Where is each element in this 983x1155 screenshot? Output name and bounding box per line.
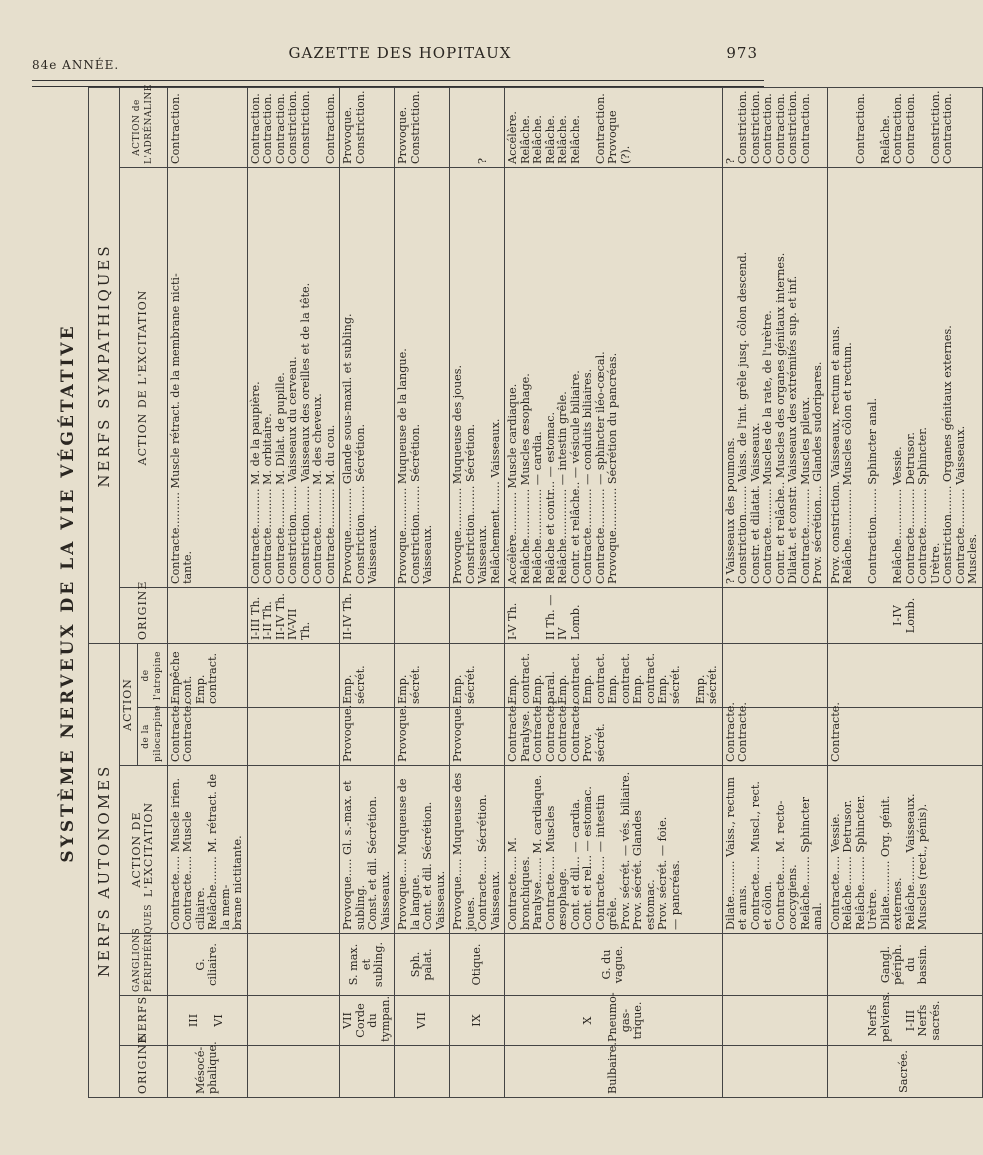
- cell-sym-excitation: Provoque............ Muqueuse des joues. Constriction........ Sécrétion. Vaisseaux. Relâchement........ Vaisseaux.: [450, 167, 505, 587]
- cell-nerfs: VII Corde du tympan.: [340, 996, 395, 1046]
- cell-sym-origine: I-V Th. II Th. — IV Lomb.: [505, 587, 723, 643]
- cell-adrenaline: Provoque. Constriction.: [340, 87, 395, 167]
- cell-sym-origine: [722, 587, 827, 643]
- cell-sym-excitation: Provoque............ Muqueuse de la langue. Constriction........ Sécrétion. Vaisseaux.: [395, 167, 450, 587]
- volume-label: 84e ANNÉE.: [32, 58, 120, 72]
- cell-adrenaline: Accélère. Relâche. Relâche. Relâche. Relâche. Relâche. Contraction. Provoque (?).: [505, 87, 723, 167]
- cell-sym-excitation: Contracte........... M. de la paupière. Contracte........... M. orbitaire. Contracte........... M. Dilat. de pupille. Constriction........ Vaisseaux du cerveau. Constriction........ Vaisseaux des oreilles et de la tête. Contracte........... M. des cheveux. Contracte........... M. du cou.: [247, 167, 340, 587]
- cell-ganglions: Gangl. périph. du bassin.: [827, 934, 982, 996]
- cell-ganglions: G. ciliaire.: [167, 934, 247, 996]
- cell-ganglions: Sph. palat.: [395, 934, 450, 996]
- cell-sym-excitation: Accélère............ Muscle cardiaque. Relâche.............. Muscles œsophage. Relâche.............. — cardia. Relâche et contr... — estomac. Relâche.............. — intestin grêle. Contr. et relâche.. — vésicule biliaire. Contracte........... — conduits biliaires. Contracte........... — sphincter iléo-cœcal. Provoque............ Sécrétion du pancréas.: [505, 167, 723, 587]
- cell-origine: Sacrée.: [827, 1046, 982, 1098]
- cell-pilocarpine: Provoque.: [395, 708, 450, 766]
- cell-sym-excitation: Provoque............ Glande sous-maxil. et subling. Constriction........ Sécrétion. Vaisseaux.: [340, 167, 395, 587]
- table-row: [247, 87, 340, 1097]
- cell-pilocarpine: Contracte. Contracte.: [167, 708, 247, 766]
- cell-pilocarpine: Provoque.: [450, 708, 505, 766]
- cell-atropine: Emp. sécrét.: [395, 643, 450, 707]
- cell-origine: [722, 1046, 827, 1098]
- cell-atropine: [722, 643, 827, 707]
- col-atropine: de l'atropine: [137, 643, 167, 707]
- table-row: [167, 87, 247, 1097]
- cell-ganglions: [247, 934, 340, 996]
- cell-adrenaline: Contraction. Relâche. Contraction. Contraction. Constriction. Contraction.: [827, 87, 982, 167]
- col-adrenaline: ACTION de L'ADRÉNALINE: [120, 87, 168, 167]
- cell-pilocarpine: Contracte.: [827, 708, 982, 766]
- cell-atropine: [247, 643, 340, 707]
- cell-adrenaline: Contraction. Contraction. Contraction. Constriction. Constriction. Contraction.: [247, 87, 340, 167]
- cell-excitation: Provoque..... Muqueuse des joues. Contracte..... Sécrétion. Vaisseaux.: [450, 766, 505, 934]
- col-pilocarpine: de la pilocarpine: [137, 708, 167, 766]
- table-row: [827, 87, 982, 1097]
- cell-origine: [395, 1046, 450, 1098]
- cell-sym-origine: II-IV Th.: [340, 587, 395, 643]
- cell-ganglions: Otique.: [450, 934, 505, 996]
- col-action: ACTION: [120, 643, 138, 765]
- cell-excitation: Contracte..... Vessie. Relâche........ Detrusor. Relâche........ Sphincter. Urètre. Dilate.......... Org. génit. externes. Relâche........ Vaisseaux. Muscles (rect., pénis).: [827, 766, 982, 934]
- cell-nerfs: IX: [450, 996, 505, 1046]
- cell-sym-origine: I-IV Lomb.: [827, 587, 982, 643]
- cell-sym-origine: [167, 587, 247, 643]
- col-origine: ORIGINE: [120, 1046, 168, 1098]
- col-excitation: ACTION DE L'EXCITATION: [120, 766, 168, 934]
- cell-nerfs: III VI: [167, 996, 247, 1046]
- cell-pilocarpine: Contracte. Contracte.: [722, 708, 827, 766]
- col-sym-origine: ORIGINE: [120, 587, 168, 643]
- cell-excitation: Provoque..... Muqueuse de la langue. Cont. et dil. Sécrétion. Vaisseaux.: [395, 766, 450, 934]
- cell-pilocarpine: Contracte. Paralyse. Contracte. Contracte. Contracte. Contracte. Prov. sécrét.: [505, 708, 723, 766]
- cell-atropine: [827, 643, 982, 707]
- page-number: 973: [726, 44, 758, 62]
- cell-ganglions: S. max. et subling.: [340, 934, 395, 996]
- cell-adrenaline: Contraction.: [167, 87, 247, 167]
- table-row: [450, 87, 505, 1097]
- cell-sym-excitation: Contracte.......... Muscle rétract. de la membrane nicti- tante.: [167, 167, 247, 587]
- cell-atropine: Emp. sécrét.: [450, 643, 505, 707]
- journal-title: GAZETTE DES HOPITAUX: [288, 44, 512, 62]
- header-rule: [32, 80, 764, 81]
- cell-atropine: Empêche cont. Emp. contract.: [167, 643, 247, 707]
- cell-origine: [340, 1046, 395, 1098]
- col-group-sympathiques: NERFS SYMPATHIQUES: [89, 87, 120, 643]
- table-row: [722, 87, 827, 1097]
- cell-sym-origine: [450, 587, 505, 643]
- cell-origine: Mésocé- phalique.: [167, 1046, 247, 1098]
- rotated-table-block: [54, 84, 979, 1098]
- cell-nerfs: [247, 996, 340, 1046]
- col-sym-excitation: ACTION DE L'EXCITATION: [120, 167, 168, 587]
- table-row: [505, 87, 723, 1097]
- cell-ganglions: G. du vague.: [505, 934, 723, 996]
- cell-atropine: Emp. contract. Emp. paral. Emp. contract. Emp. contract. Emp. contract. Emp. contract. Emp. sécrét. Emp. sécrét.: [505, 643, 723, 707]
- col-ganglions: GANGLIONS PÉRIPHÉRIQUES: [120, 934, 168, 996]
- cell-excitation: Contracte..... M. bronchiques. Paralyse....... M. cardiaque. Contracte..... Muscles œsophage. Cont. et dil... — cardia. Cont. et rel... — estomac. Contracte..... — intestin grêle. Prov. sécrét. — vés. biliaire. Prov. sécrét. Glandes estomac. Prov. sécrét. — foie. — pancréas.: [505, 766, 723, 934]
- cell-adrenaline: ?: [450, 87, 505, 167]
- cell-excitation: [247, 766, 340, 934]
- cell-sym-excitation: Prov. constriction. Vaisseaux, rectum et anus. Relâche.............. Muscles côlon et rectum. Contraction........ Sphincter anal. Relâche.............. Vessie. Contracte........... Detrusor. Contracte........... Sphincter. Urètre. Constriction........ Organes génitaux externes. Contracte........... Vaisseaux. Muscles.: [827, 167, 982, 587]
- cell-pilocarpine: [247, 708, 340, 766]
- cell-sym-origine: I-III Th. I-II Th. II-IV Th. IV-VII Th.: [247, 587, 340, 643]
- cell-origine: Bulbaire.: [505, 1046, 723, 1098]
- col-nerfs: NERFS: [120, 996, 168, 1046]
- cell-sym-excitation: ? Vaisseaux des poumons. Constriction........ Vaiss. de l'int. grêle jusq. côlon descend. Constr. et dilatat. Vaisseaux. Contracte........... Muscles de la rate, de l'urètre. Contr. et relâche.. Muscles des organes génitaux internes. Dilatat. et constr. Vaisseaux des extrémités sup. et inf. Contracte........... Muscles pileux. Prov. sécrétion.... Glandes sudoripares.: [722, 167, 827, 587]
- cell-sym-origine: [395, 587, 450, 643]
- table-row: [395, 87, 450, 1097]
- cell-origine: [450, 1046, 505, 1098]
- table-row: [340, 87, 395, 1097]
- cell-excitation: Contracte..... Muscle irien. Contracte..... Muscle ciliaire. Relâche........ M. rétract. de la mem- brane nictitante.: [167, 766, 247, 934]
- cell-origine: [247, 1046, 340, 1098]
- cell-atropine: Emp. sécrét.: [340, 643, 395, 707]
- cell-pilocarpine: Provoque.: [340, 708, 395, 766]
- cell-nerfs: VII: [395, 996, 450, 1046]
- cell-adrenaline: Provoque. Constriction.: [395, 87, 450, 167]
- nervous-system-table: [88, 84, 983, 1098]
- cell-excitation: Dilate.......... Vaiss., rectum et anus. Contracte..... Muscl., rect. et côlon. Contracte..... M. recto-coccygiens. Relâche........ Sphincter anal.: [722, 766, 827, 934]
- cell-adrenaline: ? Constriction. Constriction. Contraction. Contraction. Constriction. Contraction.: [722, 87, 827, 167]
- cell-excitation: Provoque..... Gl. s.-max. et subling. Const. et dil. Sécrétion. Vaisseaux.: [340, 766, 395, 934]
- cell-ganglions: [722, 934, 827, 996]
- cell-nerfs: X Pneumo- gas- trique.: [505, 996, 723, 1046]
- cell-nerfs: [722, 996, 827, 1046]
- table-title: SYSTÈME NERVEUX DE LA VIE VÉGÉTATIVE: [58, 323, 78, 863]
- cell-nerfs: Nerfs pelviens. I-III Nerfs sacrés.: [827, 996, 982, 1046]
- col-group-autonomes: NERFS AUTONOMES: [89, 643, 120, 1097]
